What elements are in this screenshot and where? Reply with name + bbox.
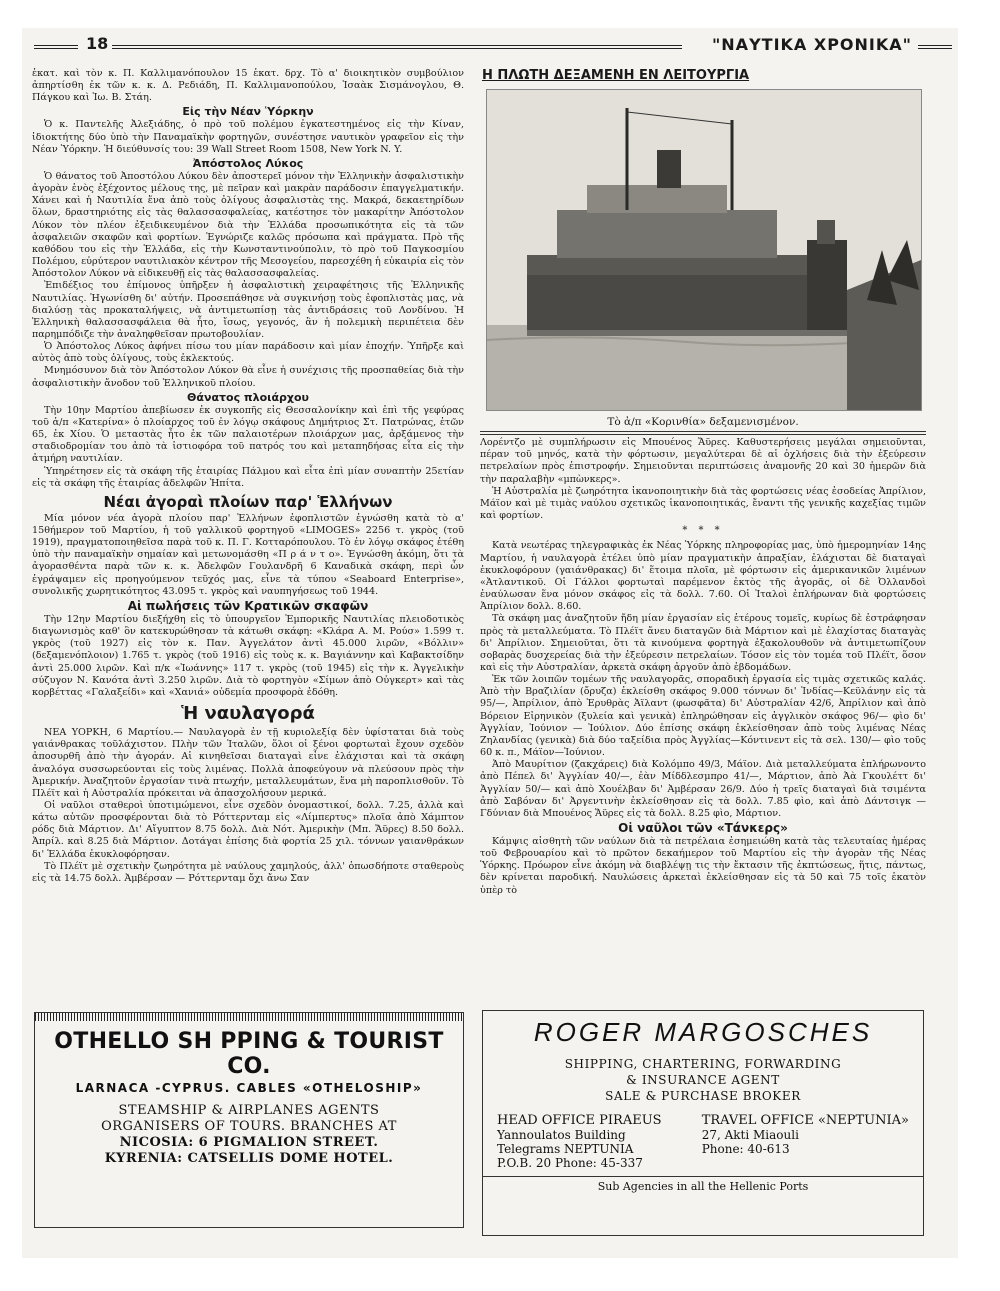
header-rule-left [34, 45, 78, 49]
article-paragraph: Ἡ Αὐστραλία μὲ ζωηρότητα ἱκανοποιητικὴν διὰ τὰς φορτώσεις νέας ἐσοδείας Ἀπρίλιον, Μάϊον καὶ μὲ τιμὰς ναύλου σχετικῶς ἱκανοποιητικάς, ἔναντι τῆς γενικῆς καχεξίας τιμῶν καὶ φορτίων. [480, 485, 926, 522]
article-paragraph: Τὸ Πλέϊτ μὲ σχετικὴν ζωηρότητα μὲ ναύλους χαμηλούς, ἀλλ' ὁπωσδήποτε σταθεροὺς εἰς τὰ 14.75 δολλ. Ἀμβέρσαν — Ρόττερνταμ ὄχι ἄνω Σαν [32, 860, 464, 884]
left-column [32, 68, 464, 885]
right-column [480, 68, 926, 897]
divider [480, 431, 926, 435]
page-number: 18 [86, 34, 109, 53]
ad-title: ROGER MARGOSCHES [533, 1017, 873, 1047]
page-header [34, 34, 952, 56]
ad-line: Phone: 40-613 [701, 1142, 790, 1156]
section-separator: * * * [682, 525, 724, 537]
ad-line: NICOSIA: 6 PIGMALION STREET. [119, 1135, 379, 1150]
article-paragraph: Οἱ ναῦλοι σταθεροὶ ὑποτιμώμενοι, εἶνε σχεδὸν ὀνομαστικοί, δολλ. 7.25, ἀλλὰ καὶ κάτω αὐτῶν προσφέρονται διὰ τὸ Ρόττερνταμ εἰς «Λίμπερτυς» πλοῖα ἀπὸ Χάμπτον ρόδς διὰ Μάρτιον. Δι' Αἴγυπτον 8.75 δολλ. Διὰ Νότ. Ἀμερικὴν (Μπ. Ἄϋρες) 8.50 δολλ. Ἀπρίλ. καὶ 8.25 διὰ Μάρτιον. Δοτάγαι ἐπίσης διὰ φορτία 25 χιλ. τόννων γαιανθράκων δι' Ἑλλάδα ἐκυκλοφόρησαν. [32, 799, 464, 860]
section-heading: Οἱ ναῦλοι τῶν «Τάνκερς» [618, 821, 788, 835]
article-paragraph: Ἀπὸ Μαυρίτιον (ζακχάρεις) διὰ Κολόμπο 49/3, Μάϊον. Διὰ μεταλλεύματα ἐπλήρωνοντο ἀπὸ Πέπελ δι' Ἀγγλίαν 40/—, ἐὰν Μίδδλεσμπρο 41/—, Μάρτιον, ἀπὸ Ἀὰ Γκουλέττ δι' Ἀγγλίαν 50/— καὶ ἀπὸ Χουέλβαν δι' Ἀμβέρσαν 26/9. Δύο ἡ τρεῖς διαταγαὶ διὰ τσιμέντα ἀπὸ Σαβόναν δι' Ἀργεντινὴν ἐκλείσθησαν εἰς τὰ δολλ. 7.85 φὶο, καὶ ἀπὸ Δάντσιγκ — Γδύνιαν διὰ Μπουένος Ἄϋρες εἰς τὰ δολλ. 8.25 φὶο, Μάρτιον. [480, 759, 926, 819]
ad-footer: Sub Agencies in all the Hellenic Ports [483, 1176, 923, 1193]
article-paragraph: Ἐπιδέξιος του ἐπίμονος ὑπῆρξεν ἡ ἀσφαλιστικὴ χειραφέτησις τῆς Ἑλληνικῆς Ναυτιλίας. Ἠγωνίσθη δι' αὐτήν. Προσεπάθησε νὰ συγκινήσῃ τοὺς ἐφοπλιστὰς μας, νὰ διαλύσῃ τὰς προκαταλήψεις, νὰ ἀντιμετωπίσῃ τὰς ἀντιδράσεις τοῦ Λονδίνου. Ἡ Ἑλληνικὴ θαλασσασφάλεια θὰ ἦτο, ἴσως, γεγονός, ἂν ἡ πολεμικὴ περιπέτεια δὲν παρημπόδιζε τὴν ἀναληφθεῖσαν πρωτοβουλίαν. [32, 280, 464, 340]
article-paragraph: Ὑπηρέτησεν εἰς τὰ σκάφη τῆς ἑταιρίας Πάλμου καὶ εἶτα ἐπὶ μίαν συναπτὴν 25ετίαν εἰς τὰ σκάφη τῆς ἑταιρίας ἀδελφῶν Ἠπίτα. [32, 465, 464, 489]
article-paragraph: Μνημόσυνον διὰ τὸν Ἀπόστολον Λύκον θὰ εἶνε ἡ συνέχισις τῆς προσπαθείας διὰ τὴν ἀσφαλιστικὴν ἄνοδον τοῦ Ἑλληνικοῦ πλοίου. [32, 365, 464, 389]
ad-line: KYRENIA: CATSELLIS DOME HOTEL. [104, 1151, 394, 1166]
section-heading: Νέαι ἀγοραὶ πλοίων παρ' Ἑλλήνων [103, 492, 393, 511]
travel-office-block [702, 1114, 909, 1170]
ad-line: STEAMSHIP & AIRPLANES AGENTS [118, 1103, 380, 1118]
article-paragraph: Ὁ Ἀπόστολος Λύκος ἀφήνει πίσω του μίαν παράδοσιν καὶ μίαν ἐποχήν. Ὑπῆρξε καὶ αὐτὸς ἀπὸ τοὺς ὀλίγους, τοὺς ἐκλεκτούς. [32, 341, 464, 365]
photo-caption: Τὸ ἀ/π «Κορινθία» δεξαμενισμένον. [607, 416, 799, 428]
ad-border-pattern [35, 1013, 463, 1021]
article-paragraph: Τὴν 10ην Μαρτίου ἀπεβίωσεν ἐκ συγκοπῆς εἰς Θεσσαλονίκην καὶ ἐπὶ τῆς γεφύρας τοῦ ἀ/π «Κατερίνα» ὁ πλοίαρχος τοῦ ἐν λόγῳ σκάφους Δημήτριος Στ. Πατρώνας, ἐτῶν 65, ἐκ Χίου. Ὁ μεταστὰς ἦτο ἐκ τῶν παλαιοτέρων πλοιάρχων μας, ἀρξάμενος τὴν σταδιοδρομίαν του ἀπὸ τὰ ἱστιοφόρα τοῦ πατρός του καὶ μεταπηδήσας εἶτα εἰς τὴν ἀτμήρη ναυτιλίαν. [32, 404, 464, 465]
ad-line: Telegrams NEPTUNIA [497, 1142, 634, 1156]
article-paragraph: ΝΕΑ ΥΟΡΚΗ, 6 Μαρτίου.— Ναυλαγορὰ ἐν τῇ κυριολεξίᾳ δὲν ὑφίσταται διὰ τοὺς γαιάνθρακας τοῦλάχιστον. Πλὴν τῶν Ἰταλῶν, ὅλοι οἱ ξένοι φορτωταὶ ἔχουν σχεδὸν ἀποσυρθῆ ἀπὸ τὴν ἀγοράν. Αἱ κινηθεῖσαι διαταγαὶ εἶνε ἐλάχισται καὶ τὰ σκάφη ἀναλόγα συσσωρεύονται εἰς τοὺς λιμένας. Πολλὰ ἀποφεύγουν νὰ πλεύσουν πρὸς τὴν Ἀμερικήν. Ἀναζητοῦν ἐργασίαν τινὰ πτωχήν, μεταλλευμάτων, ἕνα μὴ παροπλισθοῦν. Τὸ Πλέϊτ καὶ ἡ Αὐστραλία πρόκειται νὰ ἀπασχολήσουν μερικά. [32, 727, 464, 799]
ad-subtitle: LARNACA -CYPRUS. CABLES «OTHELOSHIP» [75, 1081, 423, 1095]
ad-title: OTHELLO SH PPING & TOURIST CO. [54, 1029, 444, 1079]
section-heading: Αἱ πωλήσεις τῶν Κρατικῶν σκαφῶν [127, 598, 369, 613]
ad-line: P.O.B. 20 Phone: 45-337 [497, 1156, 643, 1170]
floating-dock-photo [486, 89, 922, 411]
section-heading: Εἰς τὴν Νέαν Ὑόρκην [182, 105, 314, 119]
ad-line: & INSURANCE AGENT [626, 1073, 780, 1087]
masthead: "ΝΑΥΤΙΚΑ ΧΡΟΝΙΚΑ" [711, 35, 912, 54]
ad-line: ORGANISERS OF TOURS. BRANCHES AT [101, 1119, 397, 1134]
section-heading: Ἀπόστολος Λύκος [192, 156, 304, 170]
section-heading: Ἡ ναυλαγορά [181, 703, 315, 725]
article-paragraph: Κατὰ νεωτέρας τηλεγραφικὰς ἐκ Νέας Ὑόρκης πληροφορίας μας, ὑπὸ ἡμερομηνίαν 14ης Μαρτίου, ἡ ναυλαγορὰ ἐτέλει ὑπὸ μίαν πραγματικὴν ἀπραξίαν, ἐλάχισται δὲ διαταγαὶ ἐκυκλοφόρουν (γαιάνθρακας) δι' ἕτοιμα πλοῖα, μὲ φόρτωσιν εἰς ἀμερικανικῶν λιμένων «Ἀτλαντικοῦ. Οἱ Γάλλοι φορτωταὶ παρέμενον ἐκτὸς τῆς ἀγορᾶς, οἱ δὲ Ὀλλανδοὶ ἐναύλωσαν ἕνα μόνον σκάφος εἰς τὰ δολλ. 7.60. Οἱ Ἰταλοὶ ἐπλήρωναν διὰ φορτώσεις Ἀπρίλιον δολλ. 8.60. [480, 540, 926, 613]
ship-in-dock-illustration [487, 90, 921, 410]
article-paragraph: Ὁ θάνατος τοῦ Ἀποστόλου Λύκου δὲν ἀποστερεῖ μόνον τὴν Ἑλληνικὴν ἀσφαλιστικὴν ἀγορὰν ἑνὸς ἐξέχοντος μέλους της, μὲ πεῖραν καὶ μακρὰν παράδοσιν ἐπαγγελματικήν. Χάνει καὶ ἡ Ναυτιλία ἕνα ἀπὸ τοὺς ὀλίγους ἀσφαλιστὰς της. Μακρά, δεκαετηρίδων ὅλων, δραστηριότης εἰς τὰς θαλασσασφαλείας, κατέστησε τὸν μακαρίτην Ἀπόστολον Λύκον τὸν πλέον ἐξειδικευμένον διὰ τὴν Ἑλλάδα προσωπικότητα εἰς τὰ τῶν ἀσφαλειῶν σκαφῶν καὶ φορτίων. Ἐγνώριζε καλῶς πρόσωπα καὶ πράγματα. Πρὸ τῆς καθόδου του εἰς τὴν Ἑλλάδα, εἰς τὴν Κωνσταντινούπολιν, τὸ πρὸ τοῦ Παγκοσμίου Πολέμου, εὐρύτερον ναυτιλιακὸν κέντρον τῆς Μεσογείου, παρεσχέθη ἡ εὐκαιρία εἰς τὸν Ἀπόστολον Λύκον νὰ εἰδικευθῇ εἰς τὰς θαλασσασφαλείας. [32, 170, 464, 280]
roger-margosches-ad [482, 1010, 924, 1236]
othello-shipping-ad [34, 1012, 464, 1228]
header-rule-right [918, 45, 952, 49]
section-heading: Θάνατος πλοιάρχου [187, 390, 309, 404]
article-paragraph: Λορέντζο μὲ συμπλήρωσιν εἰς Μπουένος Ἄϋρες. Καθυστερήσεις μεγάλαι σημειοῦνται, πέραν τοῦ μηνός, κατὰ τὴν φόρτωσιν, μεγαλύτεραι δὲ αἱ ὀχλήσεις διὰ τὴν ἐξεύρεσιν πετρελαίων πρὸς ἐπιστροφήν. Σημειοῦνται περιπτώσεις ἀναμονῆς 20 καὶ 30 ἡμερῶν διὰ τὴν παραλαβὴν «μπὼνκερς». [480, 437, 926, 485]
travel-office-title: TRAVEL OFFICE «NEPTUNIA» [701, 1113, 909, 1128]
article-paragraph: Τὰ σκάφη μας ἀναζητοῦν ἤδη μίαν ἐργασίαν εἰς ἑτέρους τομεῖς, κυρίως δὲ ἐστράφησαν πρὸς τὰ μεταλλεύματα. Τὸ Πλέϊτ ἄνευ διαταγῶν διὰ Μάρτιον καὶ μὲ ἐλαχίστας διαταγὰς δι' Ἀπρίλιον. Σημειοῦται, ὅτι τὰ κινούμενα φορτηγὰ ἐξακολουθοῦν νὰ ἀντιμετωπίζουν σοβαρὰς δυσχερείας διὰ τὴν ἐξεύρεσιν πετρελαίων. Τόσον εἰς τὸν τομέα τοῦ Πλέϊτ, ὅσον καὶ εἰς τὴν Αὐστραλίαν, ἀρκετὰ σκάφη ἀργοῦν ἀπὸ ἑβδομάδων. [480, 613, 926, 673]
ad-offices [483, 1114, 923, 1170]
ad-line: Yannoulatos Building [497, 1128, 626, 1142]
article-paragraph: Ὁ κ. Παντελῆς Ἀλεξιάδης, ὁ πρὸ τοῦ πολέμου ἐγκατεστημένος εἰς τὴν Κίναν, ἰδιοκτήτης δύο ὑπὸ τὴν Παναμαϊκὴν φορτηγῶν, συνέστησε ναυτικὸν γραφεῖον εἰς τὴν Νέαν Ὑόρκην. Ἡ διεύθυνσίς του: 39 Wall Street Room 1508, New York N. Y. [32, 119, 464, 155]
article-paragraph: Κάμψις αἰσθητὴ τῶν ναύλων διὰ τὰ πετρέλαια ἐσημειώθη κατὰ τὰς τελευταίας ἡμέρας τοῦ Φεβρουαρίου καὶ τὸ πρῶτον δεκαήμερον τοῦ Μαρτίου εἰς τὴν ἀγορὰν τῆς Νέας Ὑόρκης. Πρόωρον εἶνε ἀκόμη νὰ διαβλέψῃ τις τὴν ἔκτασιν τῆς ἐκπτώσεως, ἥτις, πάντως, δὲν κρίνεται παροδική. Ναυλώσεις ἀρκεταὶ ἐκλείσθησαν εἰς τὰ 50 καὶ 75 τοῖς ἑκατὸν ὑπὲρ τὸ [480, 836, 926, 896]
ad-line: SALE & PURCHASE BROKER [605, 1089, 801, 1103]
ad-line: SHIPPING, CHARTERING, FORWARDING [564, 1057, 842, 1071]
article-paragraph: Ἐκ τῶν λοιπῶν τομέων τῆς ναυλαγορᾶς, σποραδικὴ ἐργασία εἰς τιμὰς σχετικῶς καλάς. Ἀπὸ τὴν Βραζιλίαν (ὄρυζα) ἐκλείσθη σκάφος 9.000 τόννων δι' Ἰνδίας—Κεϋλάνην εἰς τὰ 95/—, Ἀπρίλιον, ἀπὸ Ἐρυθρὰς Ἀϊλαντ (φωσφᾶτα) δι' Αὐστραλίαν 42/6, Ἀπρίλιον καὶ ἀπὸ Βόρειον Εἰρηνικὸν (ξυλεία καὶ γενικὰ) ἐπληρώθησαν εἰς ἀγγλικὸν σκάφος 96/— φὶο δι' Ἀγγλίαν, Ἰούνιον — Ἰούλιον. Δύο ἐπίσης σκάφη ἐκλείσθησαν ἀπὸ τοὺς λιμένας Νέας Ζηλανδίας (γενικὰ) διὰ δύο ταξείδια πρὸς Ἀγγλίας—Κόντινεντ εἰς τὰ σελ. 130/— φὶο τοῦς 60 κ. π., Μάϊον—Ἰούνιον. [480, 674, 926, 759]
article-heading: Η ΠΛΩΤΗ ΔΕΞΑΜΕΝΗ ΕΝ ΛΕΙΤΟΥΡΓΙΑ [482, 68, 750, 83]
article-paragraph: Τὴν 12ην Μαρτίου διεξήχθη εἰς τὸ ὑπουργεῖον Ἐμπορικῆς Ναυτιλίας πλειοδοτικὸς διαγωνισμὸς καθ' ὃν κατεκυρώθησαν τὰ κάτωθι σκάφη: «Κλάρα Α. Μ. Ρούσ» 1.599 τ. γκρὸς (τοῦ 1927) εἰς τὸν κ. Παν. Ἀγγελάτον ἀντὶ 45.000 λιρῶν, «Βόλλιν» (δεξαμενόπλοιον) 1.765 τ. γκρὸς (τοῦ 1916) εἰς τοὺς κ. κ. Βαγιάννην καὶ Καβακτσίδην ἀντὶ 25.000 λιρῶν. Καὶ π/κ «Ἰωάννης» 117 τ. γκρὸς (τοῦ 1945) εἰς τὴν κ. Ἀγγελικὴν σύζυγον Ν. Κανότα ἀντὶ 3.250 λιρῶν. Διὰ τὸ φορτηγὸν «Σίμων ἀπὸ Οὐγκερτ» καὶ τὰς κορβέττας «Γαλαξείδι» καὶ «Χανιά» οὐδεμία προσφορὰ ἐδόθη. [32, 613, 464, 698]
header-rule-middle [112, 45, 682, 49]
article-paragraph: ἑκατ. καὶ τὸν κ. Π. Καλλιμανόπουλον 15 ἑκατ. δρχ. Τὸ α' διοικητικὸν συμβούλιον ἀπηρτίσθη ἐκ τῶν κ. κ. Δ. Ρεδιάδη, Π. Καλλιμανοπούλου, Ἰσαὰκ Σισμάνογλου, Θ. Πάγκου καὶ Ἰω. Β. Στάη. [32, 68, 464, 104]
ad-line: 27, Akti Miaouli [701, 1128, 799, 1142]
head-office-block [497, 1114, 662, 1170]
head-office-title: HEAD OFFICE PIRAEUS [497, 1113, 662, 1128]
article-paragraph: Μία μόνον νέα ἀγορὰ πλοίου παρ' Ἑλλήνων ἐφοπλιστῶν ἐγνώσθη κατὰ τὸ α' 15θήμερον τοῦ Μαρτίου, ἡ τοῦ γαλλικοῦ φορτηγοῦ «LIMOGES» 2256 τ. γκρὸς (τοῦ 1919), πραγματοποιηθεῖσα παρὰ τοῦ κ. Π. Γ. Κοτταρόπουλου. Τὸ ἐν λόγῳ σκάφος ἐτέθη ὑπὸ τὴν παναμαϊκὴν σημαίαν καὶ μετωνομάσθη «Π ρ ά ν τ ο». Ἐγνώσθη ἀκόμη, ὅτι τὰ ἀγορασθέντα παρὰ τῶν κ. κ. Ἀδελφῶν Γουλανδρῆ 6 Καναδικὰ σκάφη, περὶ ὧν ἐγράψαμεν εἰς προηγούμενον τεῦχός μας, εἶνε τὰ τύπου «Seaboard Enterprise», συνολικῆς χωρητικότητος 43.095 τ. γκρὸς καὶ ναυπηγήσεως τοῦ 1944. [32, 512, 464, 597]
